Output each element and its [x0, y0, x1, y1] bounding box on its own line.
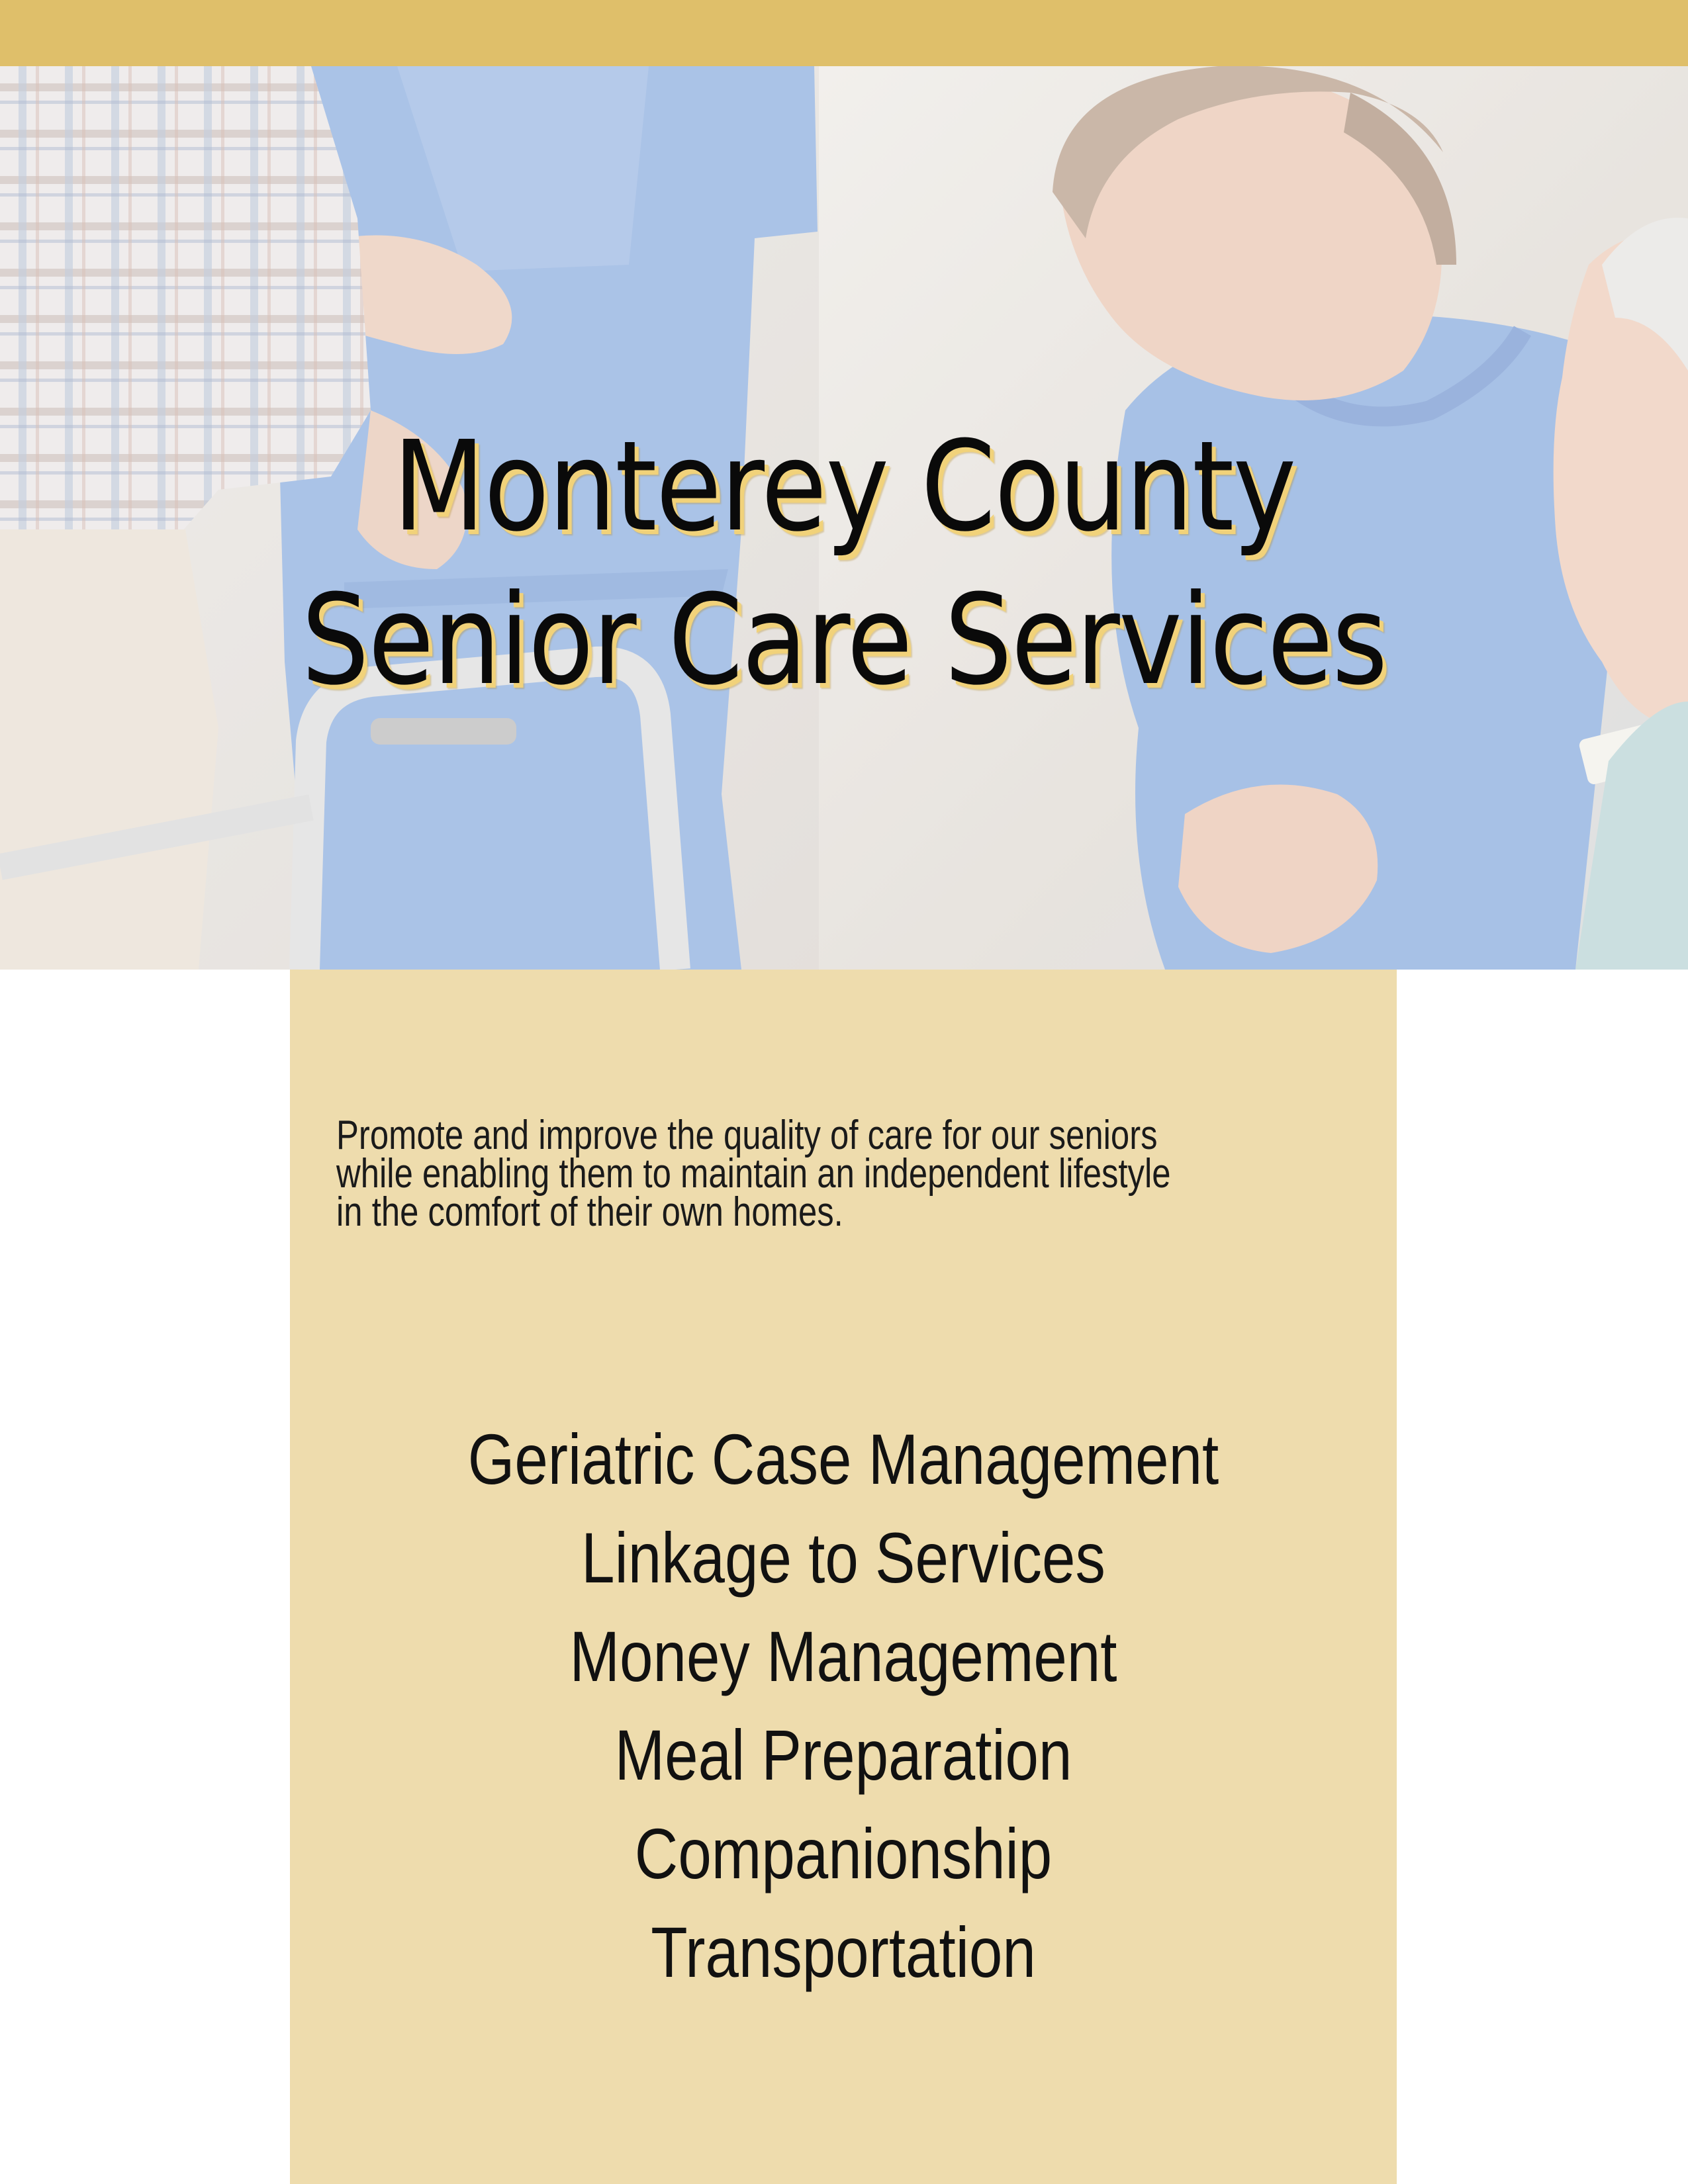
- mission-line: while enabling them to maintain an independent lifestyle: [336, 1151, 1171, 1197]
- service-item: Linkage to Services: [581, 1518, 1105, 1598]
- service-item: Meal Preparation: [614, 1715, 1072, 1795]
- services-panel: [290, 970, 1397, 2184]
- service-item: Transportation: [651, 1912, 1036, 1992]
- service-item: Companionship: [634, 1813, 1053, 1893]
- service-item: Money Management: [569, 1616, 1117, 1696]
- mission-line: Promote and improve the quality of care for our seniors: [336, 1113, 1158, 1158]
- top-color-band: [0, 0, 1688, 66]
- title-line-1: Monterey County: [393, 414, 1295, 559]
- title-line-2: Senior Care Services: [301, 568, 1387, 713]
- services-list: [290, 1410, 1397, 2001]
- mission-line: in the comfort of their own homes.: [336, 1189, 843, 1235]
- hero-banner: [0, 66, 1688, 970]
- service-item: Geriatric Case Management: [467, 1419, 1219, 1499]
- mission-statement: [336, 1113, 1183, 1235]
- hero-title: [118, 410, 1570, 717]
